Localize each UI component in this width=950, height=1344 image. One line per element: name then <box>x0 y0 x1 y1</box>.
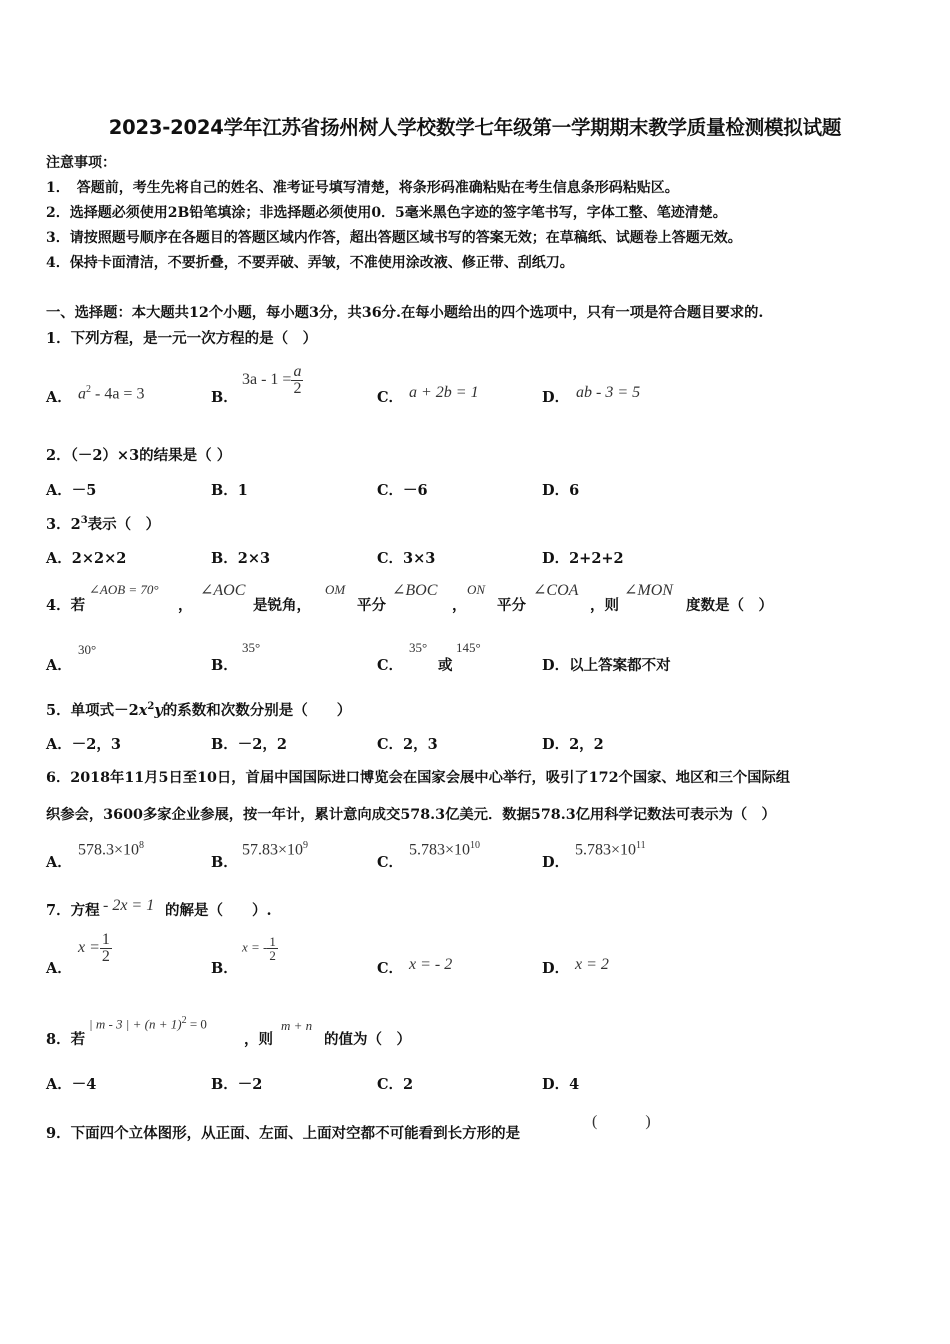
question-6-line1: 6．2018年11月5日至10日，首届中国国际进口博览会在国家会展中心举行，吸引了172个国家、地区和三个国际组 <box>46 770 791 786</box>
q8-expression: m + n <box>281 1018 313 1033</box>
notice-item: 3．请按照题号顺序在各题目的答题区域内作答，超出答题区域书写的答案无效；在草稿纸、试题卷上答题无效。 <box>46 230 742 246</box>
notice-item: 2．选择题必须使用2B铅笔填涂；非选择题必须使用0．5毫米黑色字迹的签字笔书写，字体工整、笔迹清楚。 <box>46 205 727 221</box>
q6-option-a-math: $578.3\times 10^8$ <box>78 840 145 859</box>
q7-option-d-math: x = 2 <box>575 956 609 973</box>
q4-math-boc: ∠BOC <box>392 582 438 599</box>
notice-item: 4．保持卡面清洁，不要折叠，不要弄破、弄皱，不准使用涂改液、修正带、刮纸刀。 <box>46 255 574 271</box>
section-heading: 一、选择题：本大题共12个小题，每小题3分，共36分.在每小题给出的四个选项中，只有一项是符合题目要求的. <box>46 305 764 321</box>
question-8-suffix: 的值为（ ） <box>324 1031 411 1048</box>
q3-option-b: B．2×3 <box>211 550 271 567</box>
q6-option-b-math: $57.83\times 10^9$ <box>242 840 309 859</box>
q4-text: 是锐角， <box>253 597 311 614</box>
q1-option-b-math: 3a - 1 = $\frac{a}{2}$ <box>242 363 302 397</box>
q6-option-a-label: A． <box>46 854 72 871</box>
q4-math-om: OM <box>325 582 346 597</box>
page-title: 2023-2024学年江苏省扬州树人学校数学七年级第一学期期末教学质量检测模拟试题 <box>108 116 842 139</box>
q4-option-c-math1: 35° <box>409 640 428 655</box>
q7-equation: - 2x = 1 <box>103 897 155 914</box>
q4-option-b-label: B． <box>211 657 238 674</box>
q4-math-coa: ∠COA <box>533 582 579 599</box>
q1-option-c-label: C． <box>377 389 404 406</box>
q4-option-b-math: 35° <box>242 640 261 655</box>
q4-sep: ， <box>178 597 193 614</box>
q6-option-c-math: $5.783\times 10^{10}$ <box>409 840 481 859</box>
question-8-mid: ，则 <box>244 1031 273 1048</box>
q9-answer-paren: ( ) <box>592 1113 651 1130</box>
q8-option-c: C．2 <box>377 1076 414 1093</box>
q4-text: ，则 <box>590 597 619 614</box>
q6-option-c-label: C． <box>377 854 404 871</box>
q6-option-d-label: D． <box>542 854 570 871</box>
q4-text: 平分 <box>357 597 386 614</box>
q1-option-a-label: A． <box>46 389 72 406</box>
q7-option-d-label: D． <box>542 960 570 977</box>
q4-text: 平分 <box>497 597 526 614</box>
q3-option-d: D．2+2+2 <box>542 550 624 567</box>
q1-option-b-label: B． <box>211 389 238 406</box>
q7-option-c-label: C． <box>377 960 404 977</box>
q1-option-d-label: D． <box>542 389 570 406</box>
notice-heading: 注意事项： <box>46 155 116 171</box>
q4-sep: ， <box>452 597 467 614</box>
q1-option-a-math: $a^2 - 4a = 3$ <box>78 384 145 403</box>
question-5-stem: 5．单项式$-2x^2y$的系数和次数分别是（ ） <box>46 701 352 719</box>
q4-option-d: D．以上答案都不对 <box>542 657 671 674</box>
question-8-prefix: 8．若 <box>46 1031 86 1048</box>
q6-option-b-label: B． <box>211 854 238 871</box>
question-3-stem: 3．$2^3$表示（ ） <box>46 515 161 533</box>
q5-option-c: C．2，3 <box>377 736 438 753</box>
q1-option-d-math: ab - 3 = 5 <box>576 384 641 401</box>
q8-option-d: D．4 <box>542 1076 580 1093</box>
q4-option-c-math2: 145° <box>456 640 481 655</box>
q7-option-b-math: x = - $\frac{1}{2}$ <box>242 934 276 963</box>
question-4-prefix: 4．若 <box>46 597 86 614</box>
q8-option-a: A．－4 <box>46 1076 97 1093</box>
q4-math-aob: ∠AOB = 70° <box>89 582 159 597</box>
q7-option-a-label: A． <box>46 960 72 977</box>
q6-option-d-math: $5.783\times 10^{11}$ <box>575 840 646 859</box>
q4-option-c-label: C． <box>377 657 404 674</box>
q7-option-a-math: x = $\frac{1}{2}$ <box>78 931 110 965</box>
question-1-stem: 1．下列方程，是一元一次方程的是（ ） <box>46 330 318 347</box>
question-7-suffix: 的解是（ ）. <box>165 902 272 919</box>
question-9-stem: 9．下面四个立体图形，从正面、左面、上面对空都不可能看到长方形的是 <box>46 1125 521 1142</box>
question-6-line2: 织参会，3600多家企业参展，按一年计，累计意向成交578.3亿美元．数据578.3亿用科学记数法可表示为（ ） <box>46 807 776 823</box>
q2-option-c: C．－6 <box>377 482 428 499</box>
q8-option-b: B．－2 <box>211 1076 263 1093</box>
q7-option-c-math: x = - 2 <box>409 956 453 973</box>
q2-option-a: A．－5 <box>46 482 97 499</box>
q4-math-on: ON <box>467 582 486 597</box>
q4-text: 度数是（ ） <box>686 597 773 614</box>
q4-math-aoc: ∠AOC <box>200 582 246 599</box>
q4-math-mon: ∠MON <box>624 582 673 599</box>
q2-option-b: B．1 <box>211 482 248 499</box>
q8-equation: | m - 3 | + $(n + 1)^2 = 0$ <box>89 1015 207 1032</box>
q7-option-b-label: B． <box>211 960 238 977</box>
q4-option-a-label: A． <box>46 657 72 674</box>
q4-option-c-or: 或 <box>438 657 453 674</box>
q5-option-b: B．－2，2 <box>211 736 287 753</box>
q2-option-d: D．6 <box>542 482 580 499</box>
q5-option-d: D．2，2 <box>542 736 604 753</box>
q3-option-c: C．3×3 <box>377 550 436 567</box>
notice-item: 1． 答题前，考生先将自己的姓名、准考证号填写清楚，将条形码准确粘贴在考生信息条形码粘贴区。 <box>46 180 679 196</box>
q5-option-a: A．－2，3 <box>46 736 121 753</box>
q4-option-a-math: 30° <box>78 642 97 657</box>
question-2-stem: 2．（－2）×3的结果是（ ） <box>46 447 232 464</box>
q1-option-c-math: a + 2b = 1 <box>409 384 479 401</box>
question-7-prefix: 7．方程 <box>46 902 100 919</box>
q3-option-a: A．2×2×2 <box>46 550 127 567</box>
